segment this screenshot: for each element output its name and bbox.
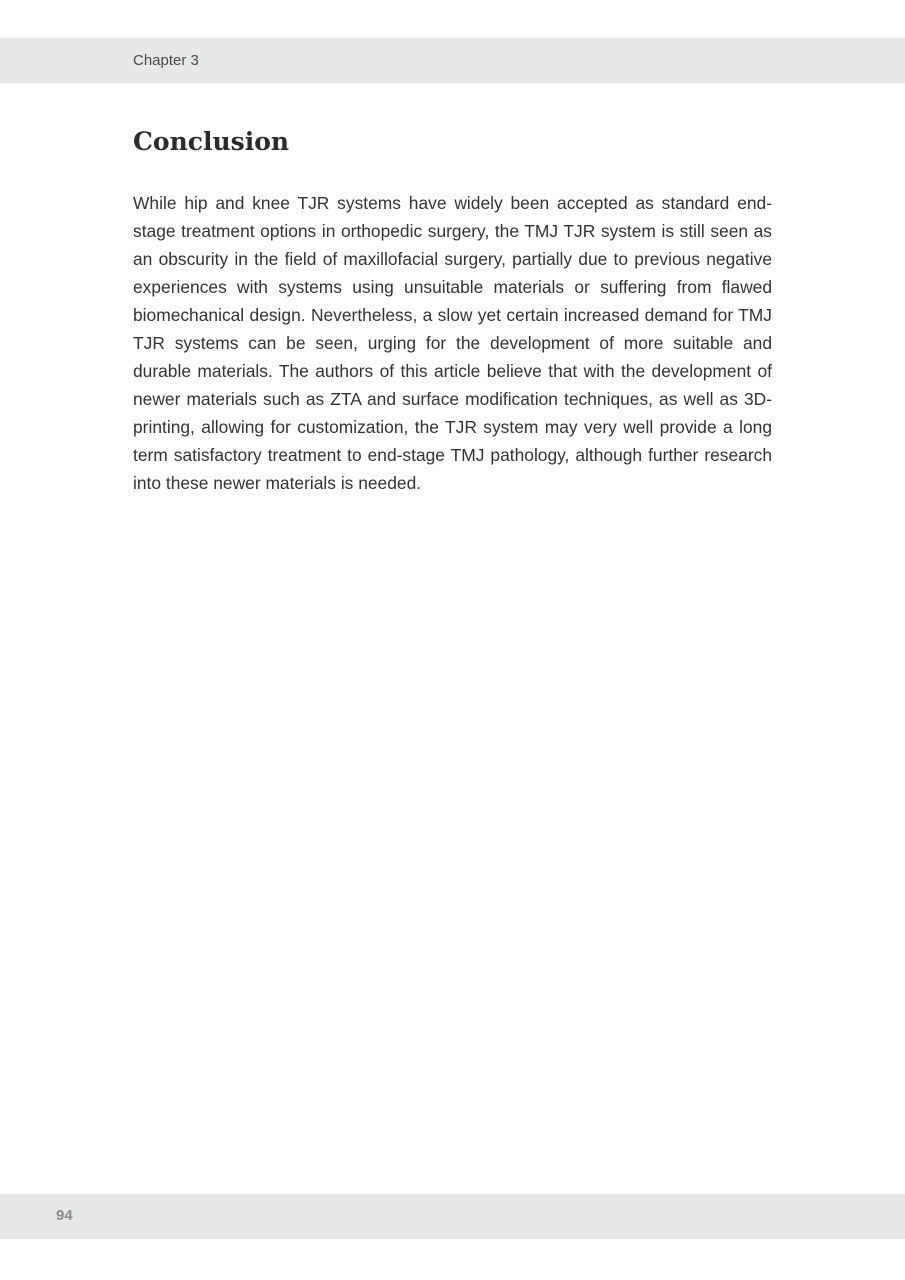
running-header [0, 38, 905, 83]
page-content [133, 124, 772, 497]
chapter-label: Chapter 3 [133, 52, 199, 69]
running-footer [0, 1194, 905, 1239]
section-title: Conclusion [133, 127, 290, 156]
page-number: 94 [56, 1207, 73, 1224]
conclusion-paragraph: While hip and knee TJR systems have widely been accepted as standard end-stage treatment options in orthopedic surgery, the TMJ TJR system is still seen as an obscurity in the field of maxillofacial surgery, partially due to previous negative experiences with systems using unsuitable materials or suffering from flawed biomechanical design. Nevertheless, a slow yet certain increased demand for TMJ TJR systems can be seen, urging for the development of more suitable and durable materials. The authors of this article believe that with the development of newer materials such as ZTA and surface modification techniques, as well as 3D-printing, allowing for customization, the TJR system may very well provide a long term satisfactory treatment to end-stage TMJ pathology, although further research into these newer materials is needed. [133, 193, 772, 493]
